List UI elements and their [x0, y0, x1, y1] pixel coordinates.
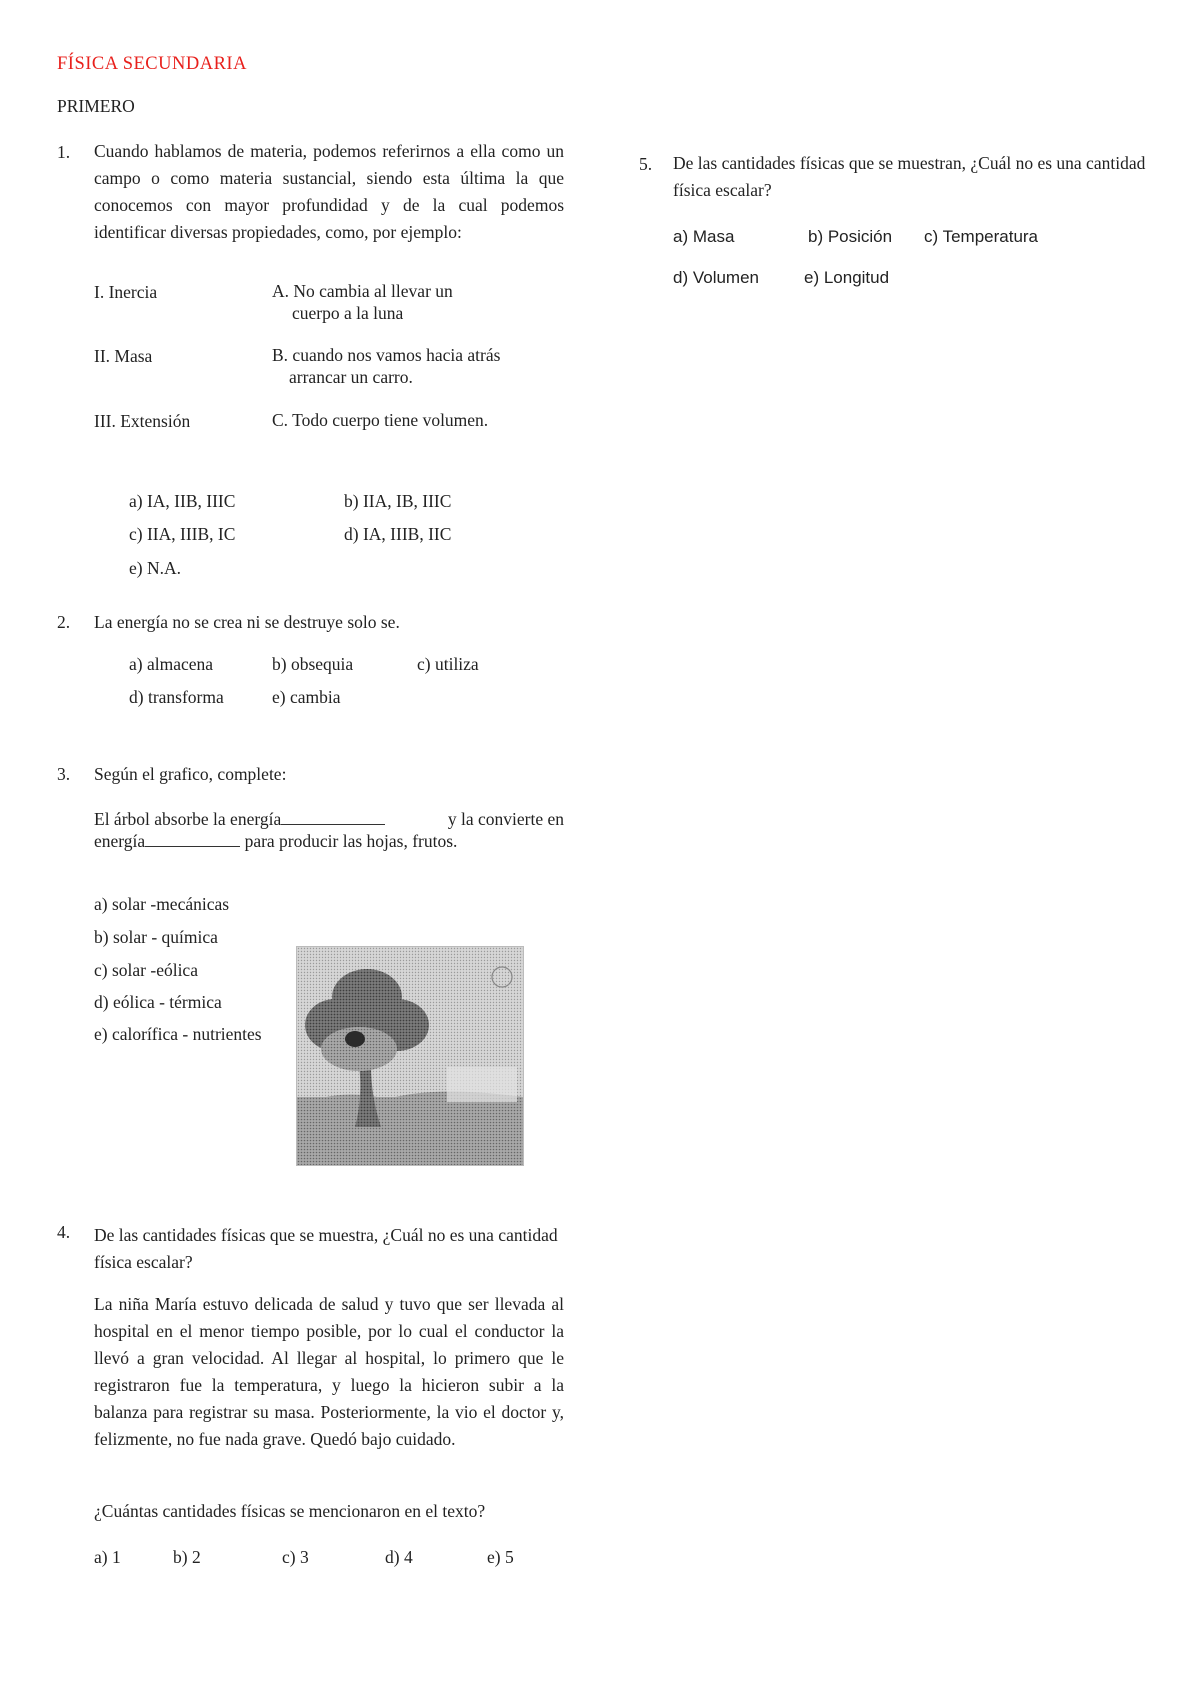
answer-option[interactable]: b) solar - química: [94, 927, 218, 947]
property-item: I. Inercia: [94, 282, 158, 302]
answer-option[interactable]: b) IIA, IB, IIIC: [344, 491, 452, 511]
answer-option[interactable]: a) solar -mecánicas: [94, 894, 230, 914]
description-item: C. Todo cuerpo tiene volumen.: [272, 410, 489, 430]
question-number: 4.: [57, 1222, 71, 1242]
answer-option[interactable]: d) transforma: [129, 687, 224, 707]
reading-passage: La niña María estuvo delicada de salud y tuvo que ser llevada al hospital en el menor tiempo posible, por lo cual el conductor la llevó a gran velocidad. Al llegar al hospital, lo primero que le registraron fue la temperatura, y luego la hicieron subir a la balanza para registrar su masa. Posteriormente, la vio el doctor y, felizmente, no fue nada grave. Quedó bajo cuidado.: [94, 1294, 564, 1449]
answer-option[interactable]: b) Posición: [808, 227, 893, 246]
answer-option[interactable]: d) 4: [385, 1547, 413, 1567]
property-item: III. Extensión: [94, 411, 191, 431]
answer-option[interactable]: d) Volumen: [673, 268, 759, 287]
description-item: B. cuando nos vamos hacia atrás arrancar un carro.: [272, 345, 501, 387]
answer-option[interactable]: a) 1: [94, 1547, 121, 1567]
question-text: Según el grafico, complete:: [94, 764, 287, 784]
description-item: A. No cambia al llevar un cuerpo a la luna: [272, 281, 453, 323]
tree-illustration: [296, 946, 524, 1166]
question-text: La energía no se crea ni se destruye solo se.: [94, 612, 400, 632]
question-number: 5.: [639, 154, 653, 174]
answer-option[interactable]: d) eólica - térmica: [94, 992, 222, 1012]
answer-option[interactable]: e) Longitud: [804, 268, 890, 287]
tree-icon: [297, 947, 523, 1165]
answer-option[interactable]: c) solar -eólica: [94, 960, 198, 980]
answer-option[interactable]: c) 3: [282, 1547, 309, 1567]
answer-option[interactable]: a) IA, IIB, IIIC: [129, 491, 236, 511]
question-text: Cuando hablamos de materia, podemos referirnos a ella como un campo o como materia sustancial, siendo esta última la que conocemos con mayor profundidad y de la cual podemos identificar diversas propiedades, como, por ejemplo:: [94, 141, 564, 242]
question-number: 1.: [57, 142, 71, 162]
answer-option[interactable]: a) almacena: [129, 654, 214, 674]
document-title: FÍSICA SECUNDARIA: [57, 54, 247, 74]
answer-option[interactable]: a) Masa: [673, 227, 735, 246]
answer-option[interactable]: c) IIA, IIIB, IC: [129, 524, 236, 544]
question-prompt: ¿Cuántas cantidades físicas se mencionaron en el texto?: [94, 1501, 486, 1521]
question-text: De las cantidades físicas que se muestran, ¿Cuál no es una cantidad física escalar?: [673, 153, 1146, 200]
blank-field-2[interactable]: [145, 832, 240, 847]
answer-option[interactable]: b) obsequia: [272, 654, 354, 674]
answer-option[interactable]: e) cambia: [272, 687, 341, 707]
property-item: II. Masa: [94, 346, 153, 366]
grade-level: PRIMERO: [57, 96, 135, 116]
question-text: De las cantidades físicas que se muestra, ¿Cuál no es una cantidad física escalar?: [94, 1225, 558, 1272]
answer-option[interactable]: e) 5: [487, 1547, 514, 1567]
answer-option[interactable]: e) N.A.: [129, 558, 181, 578]
question-number: 2.: [57, 612, 71, 632]
answer-option[interactable]: c) Temperatura: [924, 227, 1039, 246]
fill-in-sentence: El árbol absorbe la energía y la convierte en energía para producir las hojas, frutos.: [94, 809, 564, 851]
answer-option[interactable]: b) 2: [173, 1547, 201, 1567]
answer-option[interactable]: d) IA, IIIB, IIC: [344, 524, 452, 544]
answer-option[interactable]: e) calorífica - nutrientes: [94, 1024, 262, 1044]
blank-field-1[interactable]: [281, 810, 385, 825]
answer-option[interactable]: c) utiliza: [417, 654, 479, 674]
question-number: 3.: [57, 764, 71, 784]
